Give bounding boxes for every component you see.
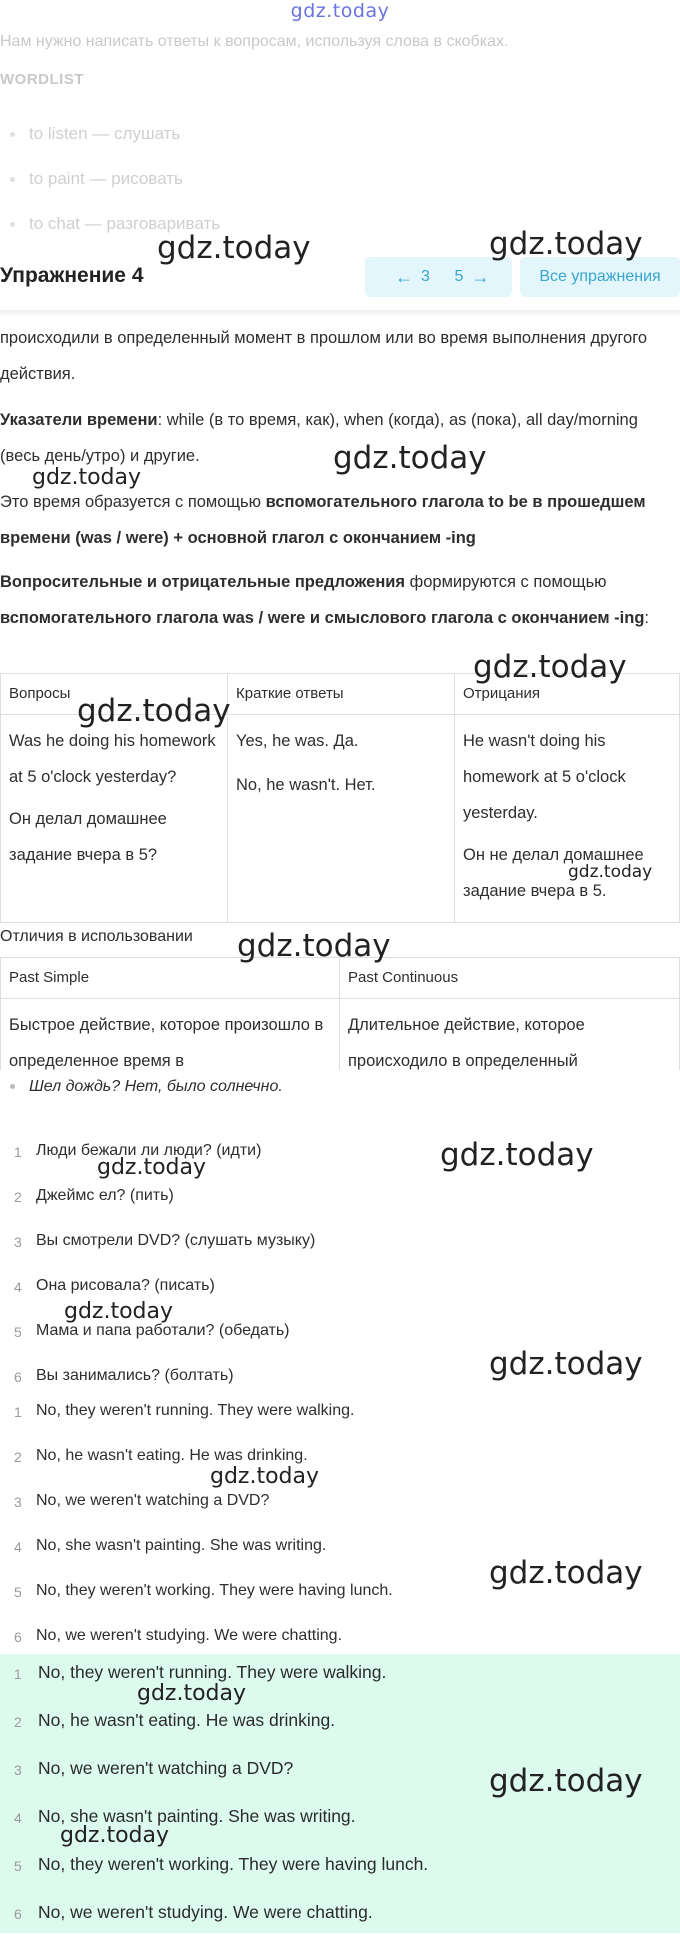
table-header: Вопросы [1, 674, 228, 715]
answer-item [0, 1625, 680, 1655]
item-text: No, we weren't watching a DVD? [36, 1492, 270, 1509]
watermark: gdz.today [489, 1555, 643, 1591]
time-markers-text: : while (в то время, как), when (когда), as (пока), all day/morning (весь день/утро) и другие. [0, 411, 638, 465]
answer-item [0, 1580, 680, 1610]
qn-text: формируются с помощью [405, 573, 607, 591]
arrow-left-icon: ← [395, 266, 414, 287]
answer-item [0, 1804, 680, 1838]
item-text: No, they weren't running. They were walking. [36, 1402, 355, 1419]
list-item [0, 1275, 680, 1305]
item-text: Люди бежали ли люди? (идти) [36, 1142, 262, 1159]
table-header: Past Simple [1, 958, 340, 999]
differences-table [0, 957, 680, 1088]
item-number: 6 [14, 1906, 22, 1922]
watermark: gdz.today [237, 928, 391, 964]
bullet-icon [10, 132, 15, 137]
item-number: 6 [14, 1369, 22, 1385]
wordlist-title: WORDLIST [0, 71, 84, 88]
next-exercise-label: 5 [454, 268, 464, 285]
table-header: Краткие ответы [228, 674, 455, 715]
cell-text: Was he doing his homework at 5 o'clock yesterday? [9, 732, 216, 786]
answer-block [0, 1654, 680, 1933]
exercise-title: Упражнение 4 [0, 264, 144, 287]
cell-text: Yes, he was. Да. [236, 732, 359, 750]
answer-item [0, 1400, 680, 1430]
table-cell [1, 715, 228, 923]
list-item [0, 1365, 680, 1395]
answer-item [0, 1900, 680, 1934]
item-number: 4 [14, 1539, 22, 1555]
answer-item [0, 1490, 680, 1520]
item-number: 2 [14, 1449, 22, 1465]
qn-rule: вспомогательного глагола was / were и смыслового глагола с окончанием -ing [0, 609, 645, 627]
answer-item [0, 1660, 680, 1694]
watermark: gdz.today [32, 465, 142, 490]
next-exercise-button[interactable] [440, 257, 512, 297]
item-text: No, she wasn't painting. She was writing. [38, 1806, 356, 1826]
list-item [0, 1230, 680, 1260]
qn-end: : [644, 609, 650, 627]
item-number: 5 [14, 1324, 22, 1340]
item-text: No, we weren't watching a DVD? [38, 1758, 294, 1778]
cell-text: No, he wasn't. Нет. [236, 776, 376, 794]
item-text: Вы смотрели DVD? (слушать музыку) [36, 1232, 316, 1249]
list-item [0, 1140, 680, 1170]
formation-paragraph [0, 484, 670, 556]
answer-item [0, 1445, 680, 1475]
all-exercises-button[interactable] [520, 257, 680, 297]
item-text: Вы занимались? (болтать) [36, 1367, 234, 1384]
differences-caption: Отличия в использовании [0, 928, 193, 945]
bullet-icon [10, 1084, 15, 1089]
item-number: 3 [14, 1762, 22, 1778]
all-exercises-label: Все упражнения [539, 268, 661, 285]
cell-text: Длительное действие, которое происходило в определенный [348, 1016, 585, 1070]
item-text: No, they weren't running. They were walking. [38, 1662, 387, 1682]
item-number: 2 [14, 1714, 22, 1730]
item-number: 5 [14, 1584, 22, 1600]
wordlist-item [10, 124, 180, 144]
item-number: 1 [14, 1666, 22, 1682]
item-number: 4 [14, 1810, 22, 1826]
answer-item [0, 1756, 680, 1790]
answer-item [0, 1708, 680, 1742]
item-text: No, we weren't studying. We were chatting. [36, 1627, 343, 1644]
item-number: 4 [14, 1279, 22, 1295]
wordlist-item-label: to chat — разговаривать [29, 214, 221, 233]
cell-text: Он делал домашнее задание вчера в 5? [9, 810, 167, 864]
item-text: Она рисовала? (писать) [36, 1277, 215, 1294]
item-text: Мама и папа работали? (обедать) [36, 1322, 290, 1339]
cell-text: Он не делал домашнее задание вчера в 5. [463, 846, 644, 900]
watermark: gdz.today [64, 1299, 174, 1324]
item-number: 1 [14, 1144, 22, 1160]
item-text: No, he wasn't eating. He was drinking. [38, 1710, 336, 1730]
watermark: gdz.today [97, 1155, 207, 1180]
wordlist-item-label: to listen — слушать [29, 124, 181, 143]
forms-table [0, 673, 680, 923]
cell-text: Быстрое действие, которое произошло в определенное время в [9, 1016, 324, 1070]
item-text: No, we weren't studying. We were chatting. [38, 1902, 373, 1922]
list-item [0, 1320, 680, 1350]
cell-text: He wasn't doing his homework at 5 o'clock yesterday. [463, 732, 626, 822]
watermark: gdz.today [77, 693, 231, 729]
item-number: 3 [14, 1234, 22, 1250]
example-text: Шел дождь? Нет, было солнечно. [29, 1078, 283, 1095]
watermark: gdz.today [440, 1137, 594, 1173]
watermark: gdz.today [568, 862, 653, 882]
answer-item [0, 1852, 680, 1886]
wordlist-item-label: to paint — рисовать [29, 169, 183, 188]
item-text: No, she wasn't painting. She was writing. [36, 1537, 327, 1554]
site-logo[interactable]: gdz.today [290, 0, 390, 22]
watermark: gdz.today [489, 1763, 643, 1799]
qn-heading: Вопросительные и отрицательные предложения [0, 573, 406, 591]
table-header: Past Continuous [340, 958, 680, 999]
item-number: 1 [14, 1404, 22, 1420]
prev-exercise-button[interactable] [365, 257, 452, 297]
bullet-icon [10, 177, 15, 182]
watermark: gdz.today [333, 440, 487, 476]
formation-text: Это время образуется с помощью [0, 493, 266, 511]
questions-negatives-paragraph [0, 564, 670, 636]
watermark: gdz.today [157, 230, 311, 266]
example-line [10, 1078, 283, 1096]
item-text: No, he wasn't eating. He was drinking. [36, 1447, 308, 1464]
table-cell [228, 715, 455, 923]
theory-paragraph: происходили в определенный момент в прошлом или во время выполнения другого действия. [0, 329, 648, 383]
wordlist-item [10, 214, 220, 234]
table-header: Отрицания [455, 674, 680, 715]
watermark: gdz.today [489, 226, 643, 262]
formation-rule: вспомогательного глагола to be в прошедшем времени (was / were) + основной глагол с окончанием -ing [0, 493, 646, 547]
item-number: 2 [14, 1189, 22, 1205]
time-markers-paragraph [0, 402, 670, 474]
intro-text: Нам нужно написать ответы к вопросам, используя слова в скобках. [0, 33, 509, 50]
arrow-right-icon: → [471, 266, 490, 287]
header-divider [0, 310, 680, 316]
wordlist-item [10, 169, 183, 189]
item-text: No, they weren't working. They were having lunch. [38, 1854, 429, 1874]
item-text: No, they weren't working. They were having lunch. [36, 1582, 393, 1599]
bullet-icon [10, 222, 15, 227]
watermark: gdz.today [210, 1464, 320, 1489]
item-number: 3 [14, 1494, 22, 1510]
item-text: Джеймс ел? (пить) [36, 1187, 174, 1204]
watermark: gdz.today [137, 1681, 247, 1706]
table-cell [455, 715, 680, 923]
list-item [0, 1185, 680, 1215]
item-number: 6 [14, 1629, 22, 1645]
watermark: gdz.today [60, 1823, 170, 1848]
answer-item [0, 1535, 680, 1565]
watermark: gdz.today [473, 649, 627, 685]
item-number: 5 [14, 1858, 22, 1874]
prev-exercise-label: 3 [421, 268, 430, 285]
time-markers-label: Указатели времени [0, 411, 158, 429]
watermark: gdz.today [489, 1346, 643, 1382]
